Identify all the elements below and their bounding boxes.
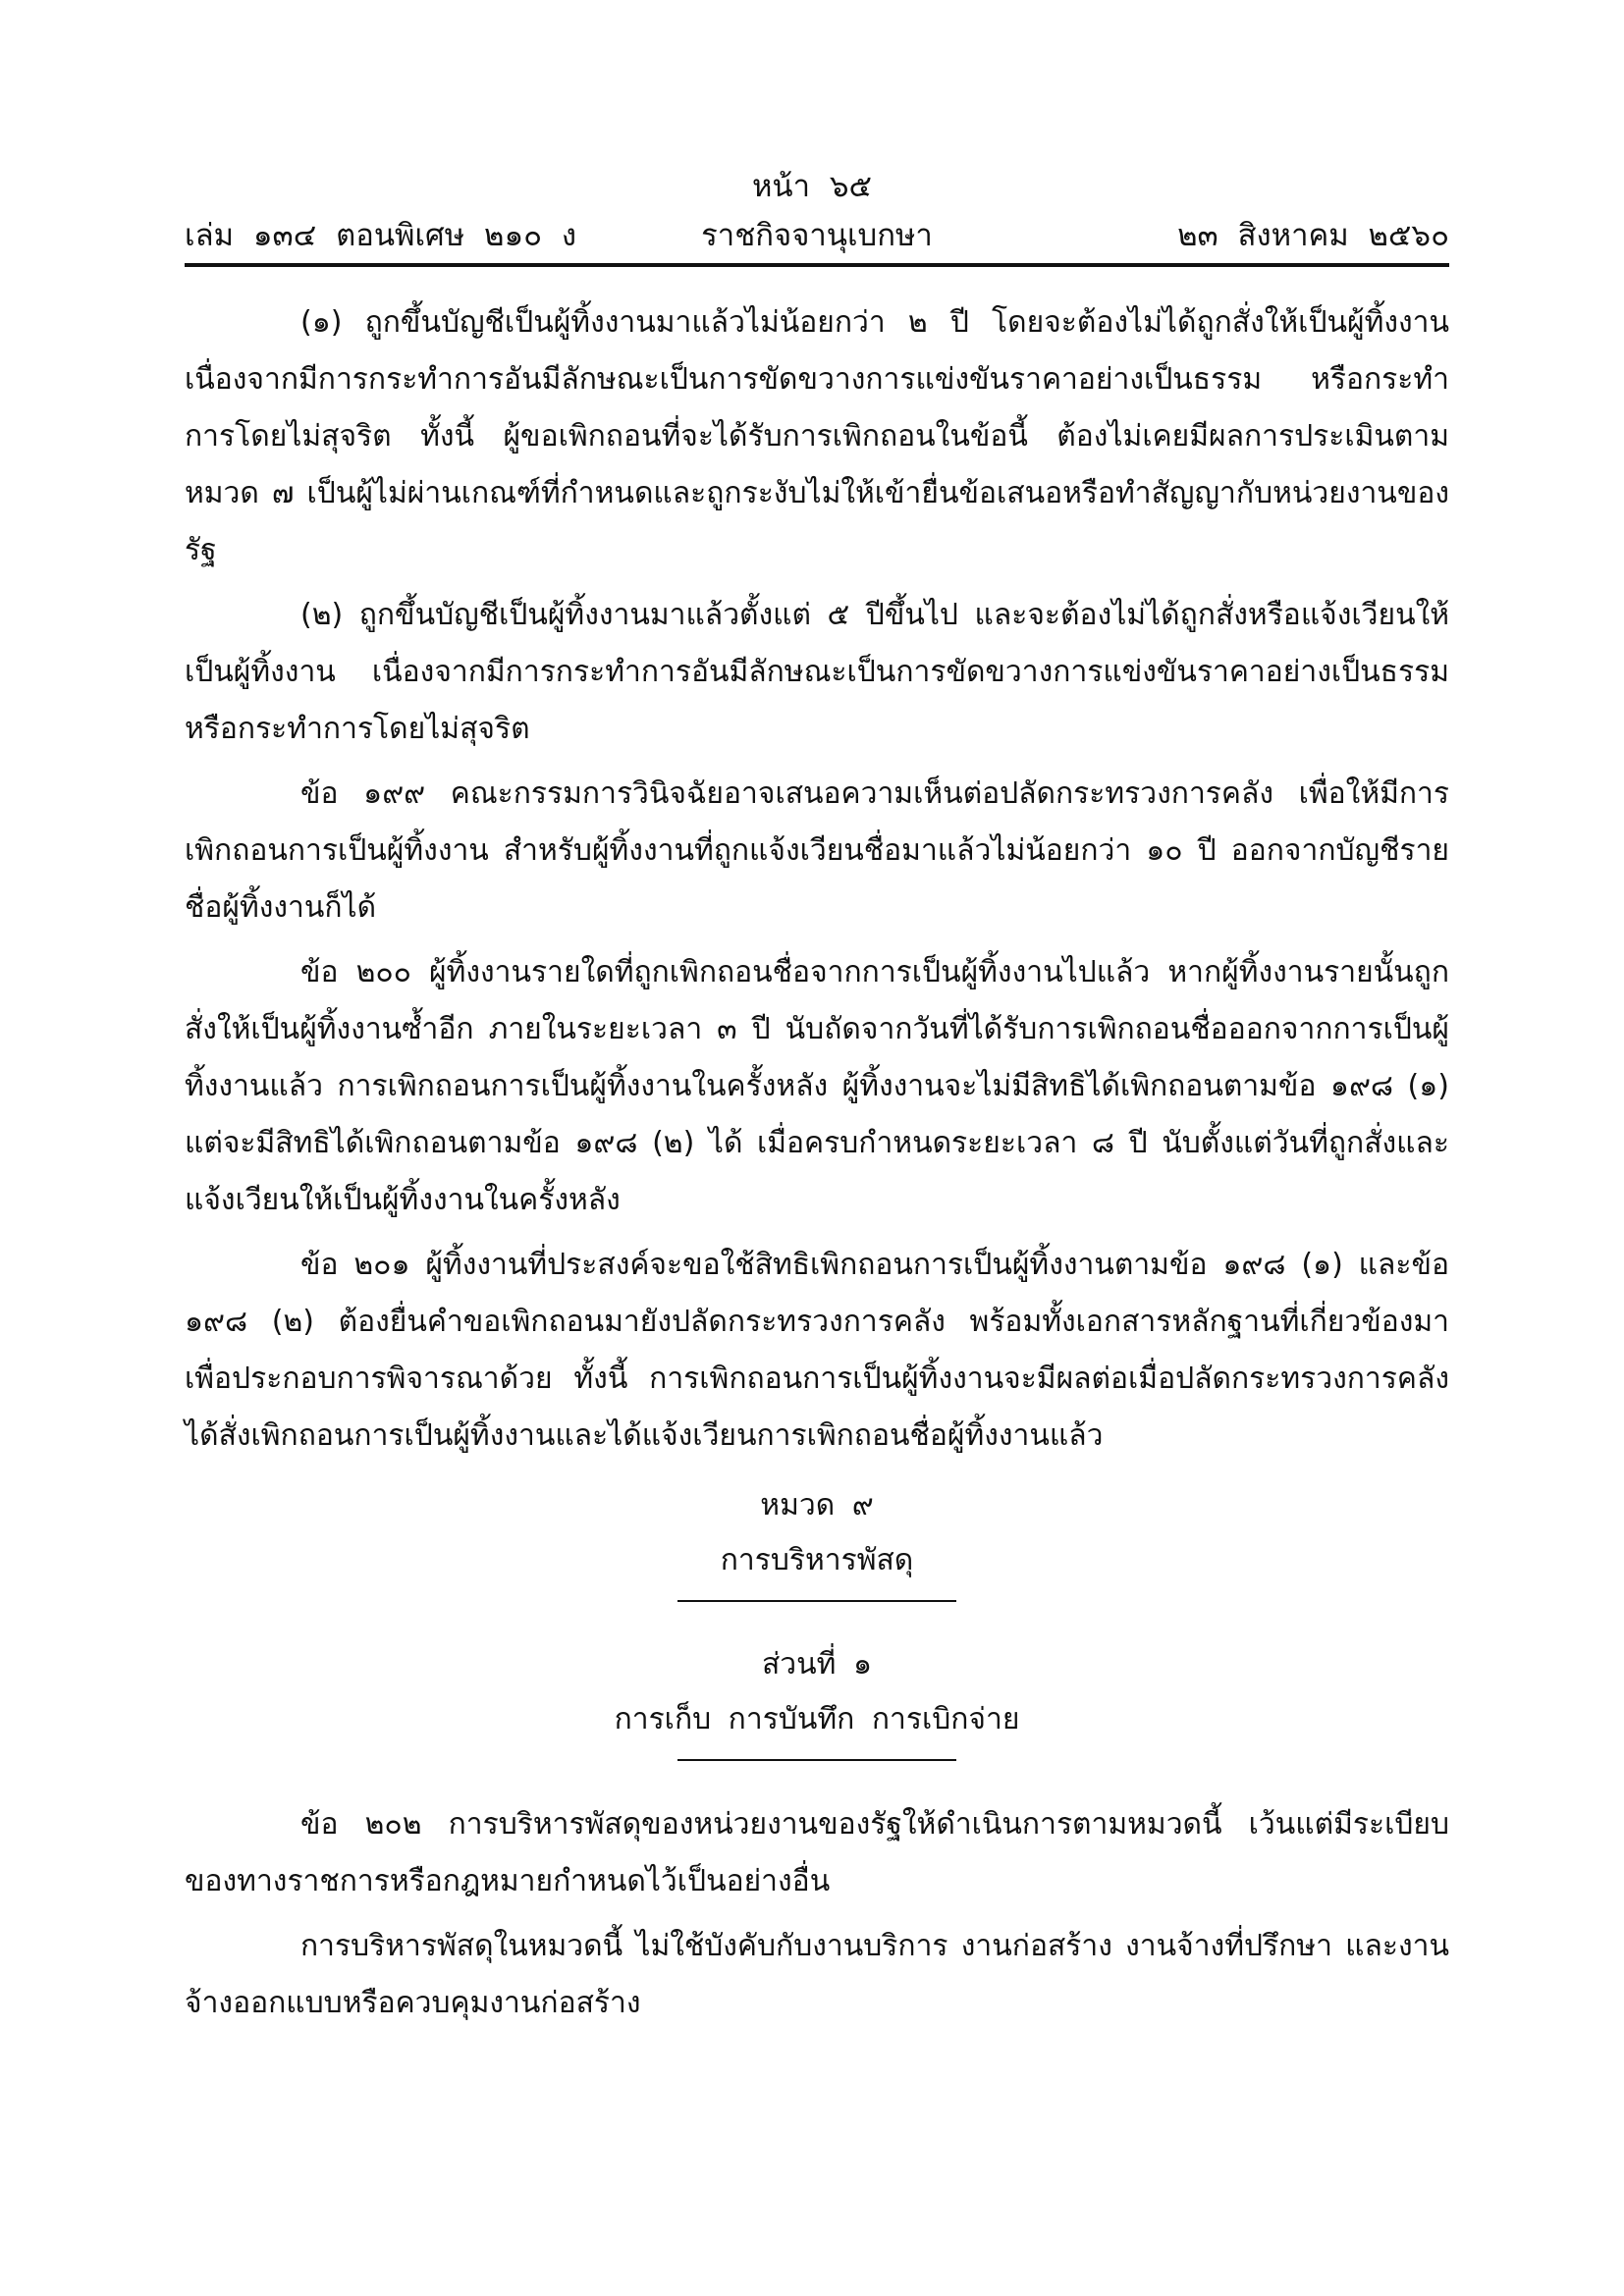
publication-name: ราชกิจจานุเบกษา bbox=[701, 218, 933, 253]
clause-201: ข้อ ๒๐๑ ผู้ทิ้งงานที่ประสงค์จะขอใช้สิทธิเพิกถอนการเป็นผู้ทิ้งงานตามข้อ ๑๙๘ (๑) และข้อ ๑๙๘ (๒) ต้องยื่นคำขอเพิกถอนมายังปลัดกระทรวงการคลัง พร้อมทั้งเอกสารหลักฐานที่เกี่ยวข้องมาเพื่อประกอบการพิจารณาด้วย ทั้งนี้ การเพิกถอนการเป็นผู้ทิ้งงานจะมีผลต่อเมื่อปลัดกระทรวงการคลังได้สั่งเพิกถอนการเป็นผู้ทิ้งงานและได้แจ้งเวียนการเพิกถอนชื่อผู้ทิ้งงานแล้ว bbox=[185, 1248, 1449, 1453]
chapter-divider bbox=[677, 1600, 956, 1602]
gazette-header bbox=[185, 214, 1449, 257]
header-divider bbox=[185, 263, 1449, 267]
publication-date: ๒๓ สิงหาคม ๒๕๖๐ bbox=[1177, 218, 1449, 253]
page-number: หน้า ๖๕ bbox=[751, 169, 873, 204]
chapter-number: หมวด ๙ bbox=[760, 1488, 874, 1522]
clause-198-item-1: (๑) ถูกขึ้นบัญชีเป็นผู้ทิ้งงานมาแล้วไม่น้อยกว่า ๒ ปี โดยจะต้องไม่ได้ถูกสั่งให้เป็นผู้ทิ้งงาน เนื่องจากมีการกระทำการอันมีลักษณะเป็นการขัดขวางการแข่งขันราคาอย่างเป็นธรรม หรือกระทำการโดยไม่สุจริต ทั้งนี้ ผู้ขอเพิกถอนที่จะได้รับการเพิกถอนในข้อนี้ ต้องไม่เคยมีผลการประเมินตามหมวด ๗ เป็นผู้ไม่ผ่านเกณฑ์ที่กำหนดและถูกระงับไม่ให้เข้ายื่นข้อเสนอหรือทำสัญญากับหน่วยงานของรัฐ bbox=[185, 305, 1449, 567]
chapter-title: การบริหารพัสดุ bbox=[720, 1543, 914, 1577]
clause-202-scope: การบริหารพัสดุในหมวดนี้ ไม่ใช้บังคับกับงานบริการ งานก่อสร้าง งานจ้างที่ปรึกษา และงานจ้างออกแบบหรือควบคุมงานก่อสร้าง bbox=[185, 1929, 1449, 2020]
section-number: ส่วนที่ ๑ bbox=[761, 1647, 873, 1682]
section-divider bbox=[677, 1759, 956, 1761]
section-title: การเก็บ การบันทึก การเบิกจ่าย bbox=[614, 1702, 1020, 1736]
clause-200: ข้อ ๒๐๐ ผู้ทิ้งงานรายใดที่ถูกเพิกถอนชื่อจากการเป็นผู้ทิ้งงานไปแล้ว หากผู้ทิ้งงานรายนั้นถูกสั่งให้เป็นผู้ทิ้งงานซ้ำอีก ภายในระยะเวลา ๓ ปี นับถัดจากวันที่ได้รับการเพิกถอนชื่อออกจากการเป็นผู้ทิ้งงานแล้ว การเพิกถอนการเป็นผู้ทิ้งงานในครั้งหลัง ผู้ทิ้งงานจะไม่มีสิทธิได้เพิกถอนตามข้อ ๑๙๘ (๑) แต่จะมีสิทธิได้เพิกถอนตามข้อ ๑๙๘ (๒) ได้ เมื่อครบกำหนดระยะเวลา ๘ ปี นับตั้งแต่วันที่ถูกสั่งและแจ้งเวียนให้เป็นผู้ทิ้งงานในครั้งหลัง bbox=[185, 955, 1449, 1217]
clause-202: ข้อ ๒๐๒ การบริหารพัสดุของหน่วยงานของรัฐให้ดำเนินการตามหมวดนี้ เว้นแต่มีระเบียบของทางราชการหรือกฎหมายกำหนดไว้เป็นอย่างอื่น bbox=[185, 1807, 1449, 1898]
clause-199: ข้อ ๑๙๙ คณะกรรมการวินิจฉัยอาจเสนอความเห็นต่อปลัดกระทรวงการคลัง เพื่อให้มีการเพิกถอนการเป็นผู้ทิ้งงาน สำหรับผู้ทิ้งงานที่ถูกแจ้งเวียนชื่อมาแล้วไม่น้อยกว่า ๑๐ ปี ออกจากบัญชีรายชื่อผู้ทิ้งงานก็ได้ bbox=[185, 776, 1449, 925]
volume-issue: เล่ม ๑๓๔ ตอนพิเศษ ๒๑๐ ง bbox=[185, 218, 577, 253]
clause-198-item-2: (๒) ถูกขึ้นบัญชีเป็นผู้ทิ้งงานมาแล้วตั้งแต่ ๕ ปีขึ้นไป และจะต้องไม่ได้ถูกสั่งหรือแจ้งเวียนให้เป็นผู้ทิ้งงาน เนื่องจากมีการกระทำการอันมีลักษณะเป็นการขัดขวางการแข่งขันราคาอย่างเป็นธรรม หรือกระทำการโดยไม่สุจริต bbox=[185, 598, 1449, 746]
document-body bbox=[185, 294, 1449, 2032]
